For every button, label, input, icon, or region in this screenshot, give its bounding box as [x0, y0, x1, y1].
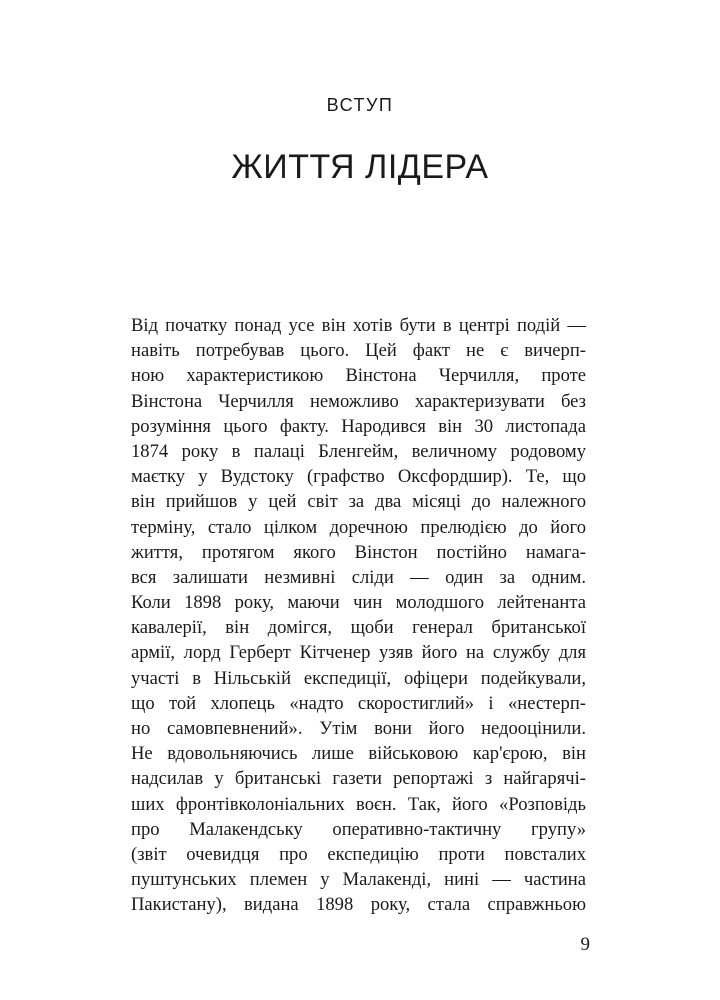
body-line: (звіт очевидця про експедицію проти повсталих — [131, 843, 586, 865]
page-number: 9 — [580, 934, 590, 955]
body-line: про Малакендську оперативно-тактичну групу» — [131, 818, 586, 840]
body-line: вся залишати незмивні сліди — один за одним. — [131, 566, 586, 588]
section-label: ВСТУП — [326, 95, 394, 115]
body-line: 1874 року в палаці Бленгейм, величному родовому — [131, 440, 586, 462]
body-line: но самовпевнений». Утім вони його недооцінили. — [131, 718, 586, 739]
body-line: кавалерії, він домігся, щоби генерал британської — [131, 617, 586, 639]
body-line: Від початку понад усе він хотів бути в центрі подій — — [131, 315, 586, 336]
body-line: участі в Нільській експедиції, офіцери подейкували, — [131, 667, 586, 689]
body-line: життя, протягом якого Вінстон постійно намага- — [131, 541, 586, 563]
body-line: Коли 1898 року, маючи чин молодшого лейтенанта — [131, 592, 586, 614]
body-line: ною характеристикою Вінстона Черчилля, проте — [131, 365, 586, 387]
body-line: Не вдовольняючись лише військовою кар'єрою, він — [131, 743, 586, 765]
body-line: Вінстона Черчилля неможливо характеризувати без — [131, 390, 586, 412]
body-line: армії, лорд Герберт Кітченер узяв його на службу для — [131, 642, 586, 664]
body-line: розуміння цього факту. Народився він 30 листопада — [131, 415, 586, 437]
body-line: ших фронтівколоніальних воєн. Так, його «Розповідь — [131, 793, 586, 815]
body-text — [131, 313, 586, 918]
body-line: що той хлопець «надто скоростиглий» і «нестерп- — [131, 692, 586, 714]
body-line: він прийшов у цей світ за два місяці до належного — [131, 491, 586, 513]
body-line: Пакистану), видана 1898 року, стала справжньою — [131, 894, 586, 916]
body-line: терміну, стало цілком доречною прелюдією до його — [131, 516, 586, 538]
body-line: маєтку у Вудстоку (графство Оксфордшир). Те, що — [131, 466, 586, 488]
body-line: пуштунських племен у Малакенді, нині — частина — [131, 869, 586, 891]
body-line: надсилав у британські газети репортажі з найгарячі- — [131, 768, 586, 790]
body-line: навіть потребував цього. Цей факт не є вичерп- — [131, 340, 586, 362]
chapter-title: ЖИТТЯ ЛІДЕРА — [231, 148, 489, 186]
